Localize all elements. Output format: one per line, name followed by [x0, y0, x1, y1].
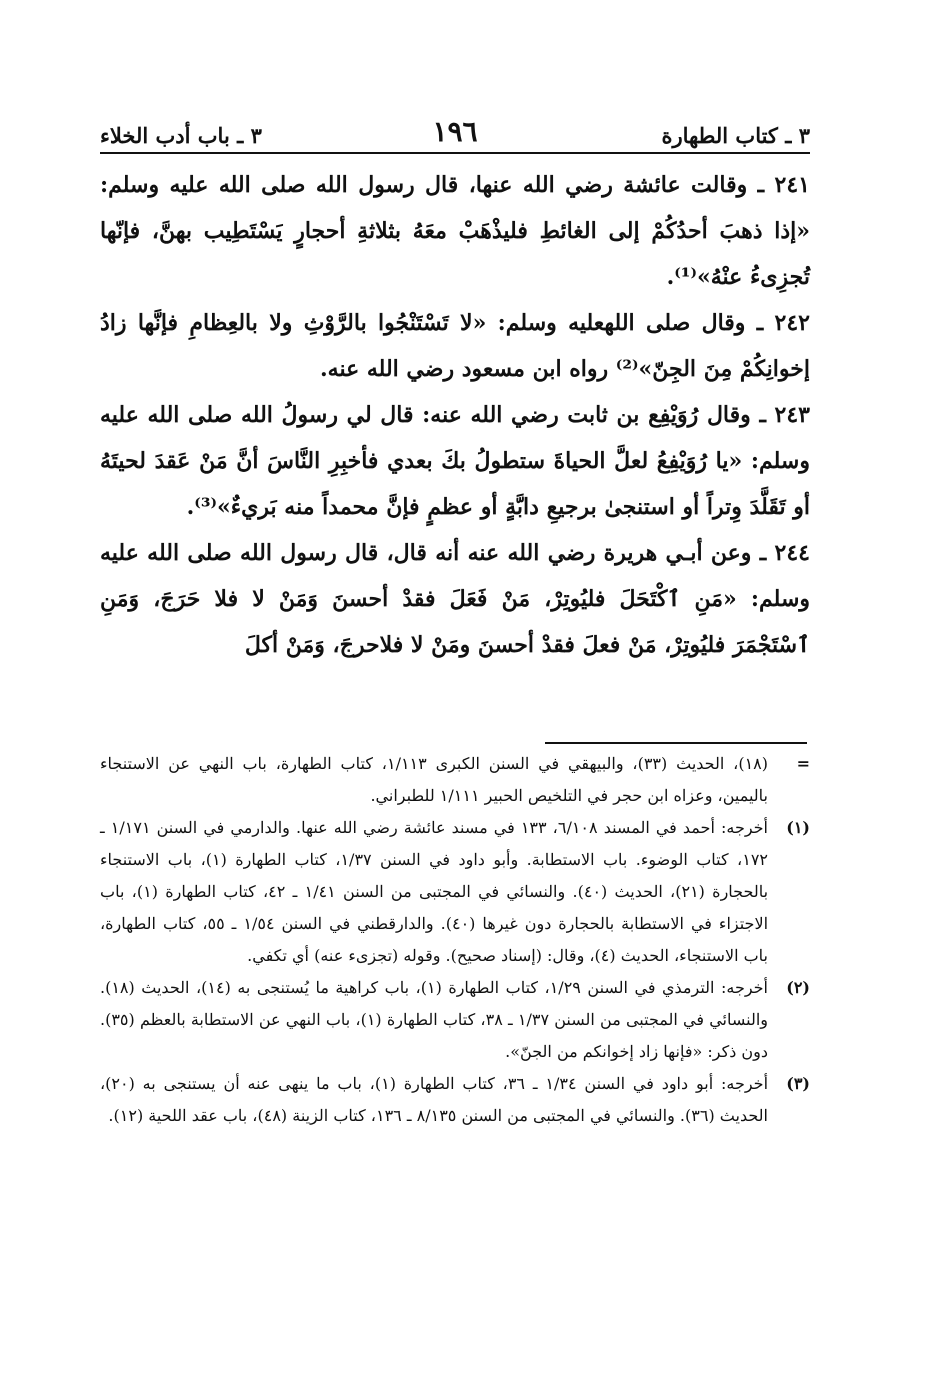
section-title: ٣ ـ باب أدب الخلاء — [100, 123, 262, 148]
page-number: ١٩٦ — [432, 115, 478, 148]
footnote-text: (١٨)، الحديث (٣٣)، والبيهقي في السنن الكبرى ١/١١٣، كتاب الطهارة، باب النهي عن الاستنجاء باليمين، وعزاه ابن حجر في التلخيص الحبير ١/١١١ للطبراني. — [100, 754, 769, 805]
chapter-title: ٣ ـ كتاب الطهارة — [661, 123, 810, 148]
footnote-text: أخرجه: الترمذي في السنن ١/٢٩، كتاب الطهارة (١)، باب كراهية ما يُستنجى به (١٤)، الحديث (١٨). والنسائي في المجتبى من السنن ١/٣٧ ـ ٣٨، كتاب الطهارة (١)، باب النهي عن الاستطابة بالعظم (٣٥). دون ذكر: «فإنها زاد إخوانكم من الجنّ». — [100, 978, 769, 1061]
footnote — [100, 972, 810, 1068]
hadith-text: وقال رُوَيْفِع بن ثابت رضي الله عنه: قال لي رسولُ الله صلى الله عليه وسلم: «يا رُوَيْفِعُ لعلَّ الحياةَ ستطولُ بكَ بعدي فأخبِرِ النَّاسَ أنَّ مَنْ عَقدَ لحيتَهُ أو تَقَلَّدَ وِتراً أو استنجىٰ برجيعِ دابَّةٍ أو عظمٍ فإنَّ محمداً منه بَريءٌ»⁽³⁾. — [100, 402, 810, 520]
hadith-paragraph — [100, 392, 810, 530]
footnote — [100, 812, 810, 972]
hadith-number: ٢٤١ ـ — [757, 172, 810, 198]
footnote-mark: = — [796, 754, 810, 773]
page-header — [100, 108, 810, 148]
footnote-mark: (٢) — [786, 978, 810, 997]
footnote-mark: (١) — [786, 818, 810, 837]
hadith-paragraph — [100, 162, 810, 300]
footnote-text: أخرجه: أحمد في المسند ٦/١٠٨، ١٣٣ في مسند عائشة رضي الله عنها. والدارمي في السنن ١/١٧١ ـ ١٧٢، كتاب الوضوء. باب الاستطابة. وأبو داود في السنن ١/٣٧، كتاب الطهارة (١)، باب الاستنجاء بالحجارة (٢١)، الحديث (٤٠). والنسائي في المجتبى من السنن ١/٤١ ـ ٤٢، كتاب الطهارة (١)، باب الاجتزاء في الاستطابة بالحجارة دون غيرها (٤٠). والدارقطني في السنن ١/٥٤ ـ ٥٥، كتاب الطهارة، باب الاستنجاء، الحديث (٤)، وقال: (إسناد صحيح). وقوله (تجزىء عنه) أي تكفي. — [100, 818, 769, 965]
hadith-text: وقال صلى اللهعليه وسلم: «لا تَسْتَنْجُوا بالرَّوْثِ ولا بالعِظامِ فإنَّها زادُ إخوانِكُمْ مِنَ الجِنّ»⁽²⁾ رواه ابن مسعود رضي الله عنه. — [100, 310, 810, 382]
hadith-number: ٢٤٤ ـ — [759, 540, 810, 566]
main-text — [100, 162, 810, 668]
hadith-paragraph — [100, 530, 810, 668]
footnote-separator — [545, 742, 807, 744]
footnote — [100, 1068, 810, 1132]
footnote-mark: (٣) — [786, 1074, 810, 1093]
hadith-number: ٢٤٢ ـ — [756, 310, 810, 336]
header-rule — [100, 152, 810, 154]
footnote — [100, 748, 810, 812]
footnotes — [100, 748, 810, 1132]
hadith-number: ٢٤٣ ـ — [759, 402, 810, 428]
hadith-paragraph — [100, 300, 810, 392]
hadith-text: وعن أبـي هريرة رضي الله عنه أنه قال، قال رسول الله صلى الله عليه وسلم: «مَنِ ٱكْتَحَلَ فليُوتِرْ، مَنْ فَعَلَ فقدْ أحسنَ وَمَنْ لا فلا حَرَجَ، وَمَنِ ٱسْتَجْمَرَ فليُوتِرْ، مَنْ فعلَ فقدْ أحسنَ ومَنْ لا فلاحرجَ، وَمَنْ أكلَ — [100, 540, 810, 658]
hadith-text: وقالت عائشة رضي الله عنها، قال رسول الله صلى الله عليه وسلم: «إذا ذهبَ أحدُكُمْ إلى الغائطِ فليذْهَبْ معَهُ بثلاثةِ أحجارٍ يَسْتَطِيب بهنَّ، فإنّها تُجزِىءُ عنْهُ»⁽¹⁾. — [100, 172, 810, 290]
footnote-text: أخرجه: أبو داود في السنن ١/٣٤ ـ ٣٦، كتاب الطهارة (١)، باب ما ينهى عنه أن يستنجى به (٢٠)، الحديث (٣٦). والنسائي في المجتبى من السنن ٨/١٣٥ ـ ١٣٦، كتاب الزينة (٤٨)، باب عقد اللحية (١٢). — [100, 1074, 769, 1125]
